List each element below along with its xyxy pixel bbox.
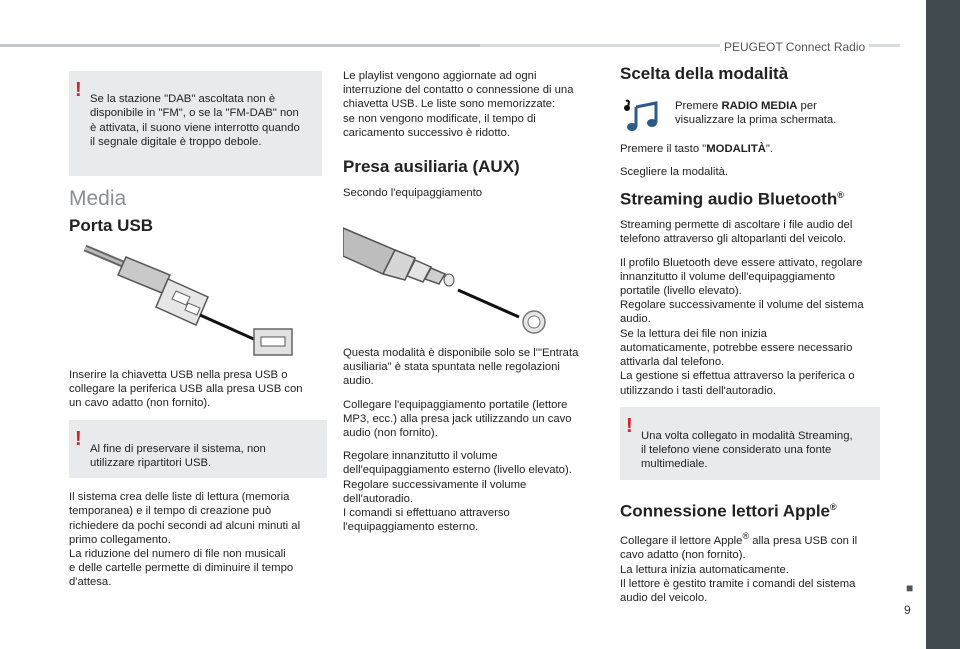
registered-mark: ® bbox=[830, 501, 837, 512]
column-1-lower bbox=[69, 368, 327, 599]
column-1 bbox=[69, 71, 322, 236]
apple-p1-suffix: alla presa USB con il cavo adatto (non fornito). La lettura inizia automaticamente. Il lettore è gestito tramite i comandi del sistema audio del veicolo. bbox=[620, 535, 858, 604]
bluetooth-note-text: Una volta collegato in modalità Streaming, il telefono viene considerato una fonte multimediale. bbox=[641, 429, 853, 471]
side-strip bbox=[926, 0, 960, 649]
warning-icon: ! bbox=[75, 427, 82, 450]
usb-heading: Porta USB bbox=[69, 216, 154, 236]
usb-note bbox=[69, 420, 327, 479]
usb-paragraph-2: Il sistema crea delle liste di lettura (memoria temporanea) e il tempo di creazione può richiedere da pochi secondi ad alcuni minuti al primo collegamento. La riduzione del numero di file non musicali e delle cartelle permette di diminuire il tempo d'attesa. bbox=[69, 491, 301, 589]
bluetooth-heading bbox=[620, 188, 880, 210]
mode-heading: Scelta della modalità bbox=[620, 64, 789, 83]
registered-mark: ® bbox=[837, 190, 844, 201]
mode-paragraph-1 bbox=[675, 99, 880, 136]
bluetooth-paragraph-1: Streaming permette di ascoltare i file audio del telefono attraverso gli altoparlanti del veicolo. bbox=[620, 219, 853, 246]
warning-icon: ! bbox=[75, 79, 82, 101]
aux-paragraph-4: Regolare innanzitutto il volume dell'equipaggiamento esterno (livello elevato). Regolare successivamente il volume dell'autoradio. I comandi si effettuano attraverso l'equipaggiamento esterno. bbox=[343, 450, 572, 534]
mode-p1-prefix: Premere bbox=[675, 100, 722, 112]
aux-heading: Presa ausiliaria (AUX) bbox=[343, 157, 520, 177]
bluetooth-note bbox=[620, 407, 880, 480]
apple-heading-text: Connessione lettori Apple bbox=[620, 501, 831, 521]
mode-p2-prefix: Premere il tasto " bbox=[620, 143, 707, 155]
registered-mark: ® bbox=[742, 531, 750, 542]
apple-heading bbox=[620, 500, 880, 519]
header-rule-left bbox=[0, 44, 480, 47]
column-3-lower bbox=[620, 142, 880, 614]
header-title: PEUGEOT Connect Radio bbox=[720, 40, 869, 54]
bluetooth-heading-text: Streaming audio Bluetooth bbox=[620, 190, 838, 210]
mode-paragraph-3: Scegliere la modalità. bbox=[620, 166, 729, 179]
aux-paragraph-2: Questa modalità è disponibile solo se l'"Entrata ausiliaria" è stata spuntata nelle regolazioni audio. bbox=[343, 347, 579, 388]
page-number: 9 bbox=[904, 603, 911, 617]
music-note-icon bbox=[622, 99, 660, 138]
mode-p2-suffix: ". bbox=[765, 143, 774, 155]
column-3 bbox=[620, 64, 880, 83]
usb-note-text: Al fine di preservare il sistema, non utilizzare ripartitori USB. bbox=[90, 442, 266, 470]
aux-paragraph-3: Collegare l'equipaggiamento portatile (lettore MP3, ecc.) alla presa jack utilizzando un cavo audio (non fornito). bbox=[343, 398, 572, 440]
dab-note-text: Se la stazione "DAB" ascoltata non è disponibile in "FM", o se la "FM-DAB" non è attivata, il suono viene interrotto quando il segnale digitale è troppo debole. bbox=[90, 93, 300, 148]
mode-p1-suffix: per visualizzare la prima schermata. bbox=[675, 100, 837, 127]
dab-note bbox=[69, 71, 322, 176]
media-heading: Media bbox=[69, 187, 127, 211]
column-2 bbox=[343, 69, 605, 209]
apple-p1-prefix: Collegare il lettore Apple bbox=[620, 535, 743, 548]
modalita-key: MODALITÀ bbox=[706, 143, 766, 155]
aux-paragraph-1: Secondo l'equipaggiamento bbox=[343, 187, 483, 200]
radio-media-key: RADIO MEDIA bbox=[721, 100, 798, 112]
apple-paragraph bbox=[620, 529, 880, 605]
bluetooth-paragraph-2: Il profilo Bluetooth deve essere attivato, regolare innanzitutto il volume dell'equipaggiamento portatile (livello elevato). Regolare successivamente il volume del sistema audio. Se la lettura dei file non inizia automaticamente, potrebbe essere necessario attivarla dal telefono. La gestione si effettua attraverso la periferica o utilizzando i tasti dell'autoradio. bbox=[620, 256, 864, 397]
continue-marker: ■ bbox=[906, 581, 914, 595]
warning-icon: ! bbox=[626, 414, 633, 437]
jack-plug-illustration bbox=[343, 224, 553, 339]
playlist-paragraph: Le playlist vengono aggiornate ad ogni interruzione del contatto o connessione di una chiavetta USB. Le liste sono memorizzate: se non vengono modificate, il tempo di caricamento successivo è ridotto. bbox=[343, 70, 574, 139]
usb-plug-illustration bbox=[80, 245, 300, 368]
column-2-lower bbox=[343, 346, 605, 543]
usb-paragraph-1: Inserire la chiavetta USB nella presa USB o collegare la periferica USB alla presa USB con un cavo adatto (non fornito). bbox=[69, 369, 303, 410]
